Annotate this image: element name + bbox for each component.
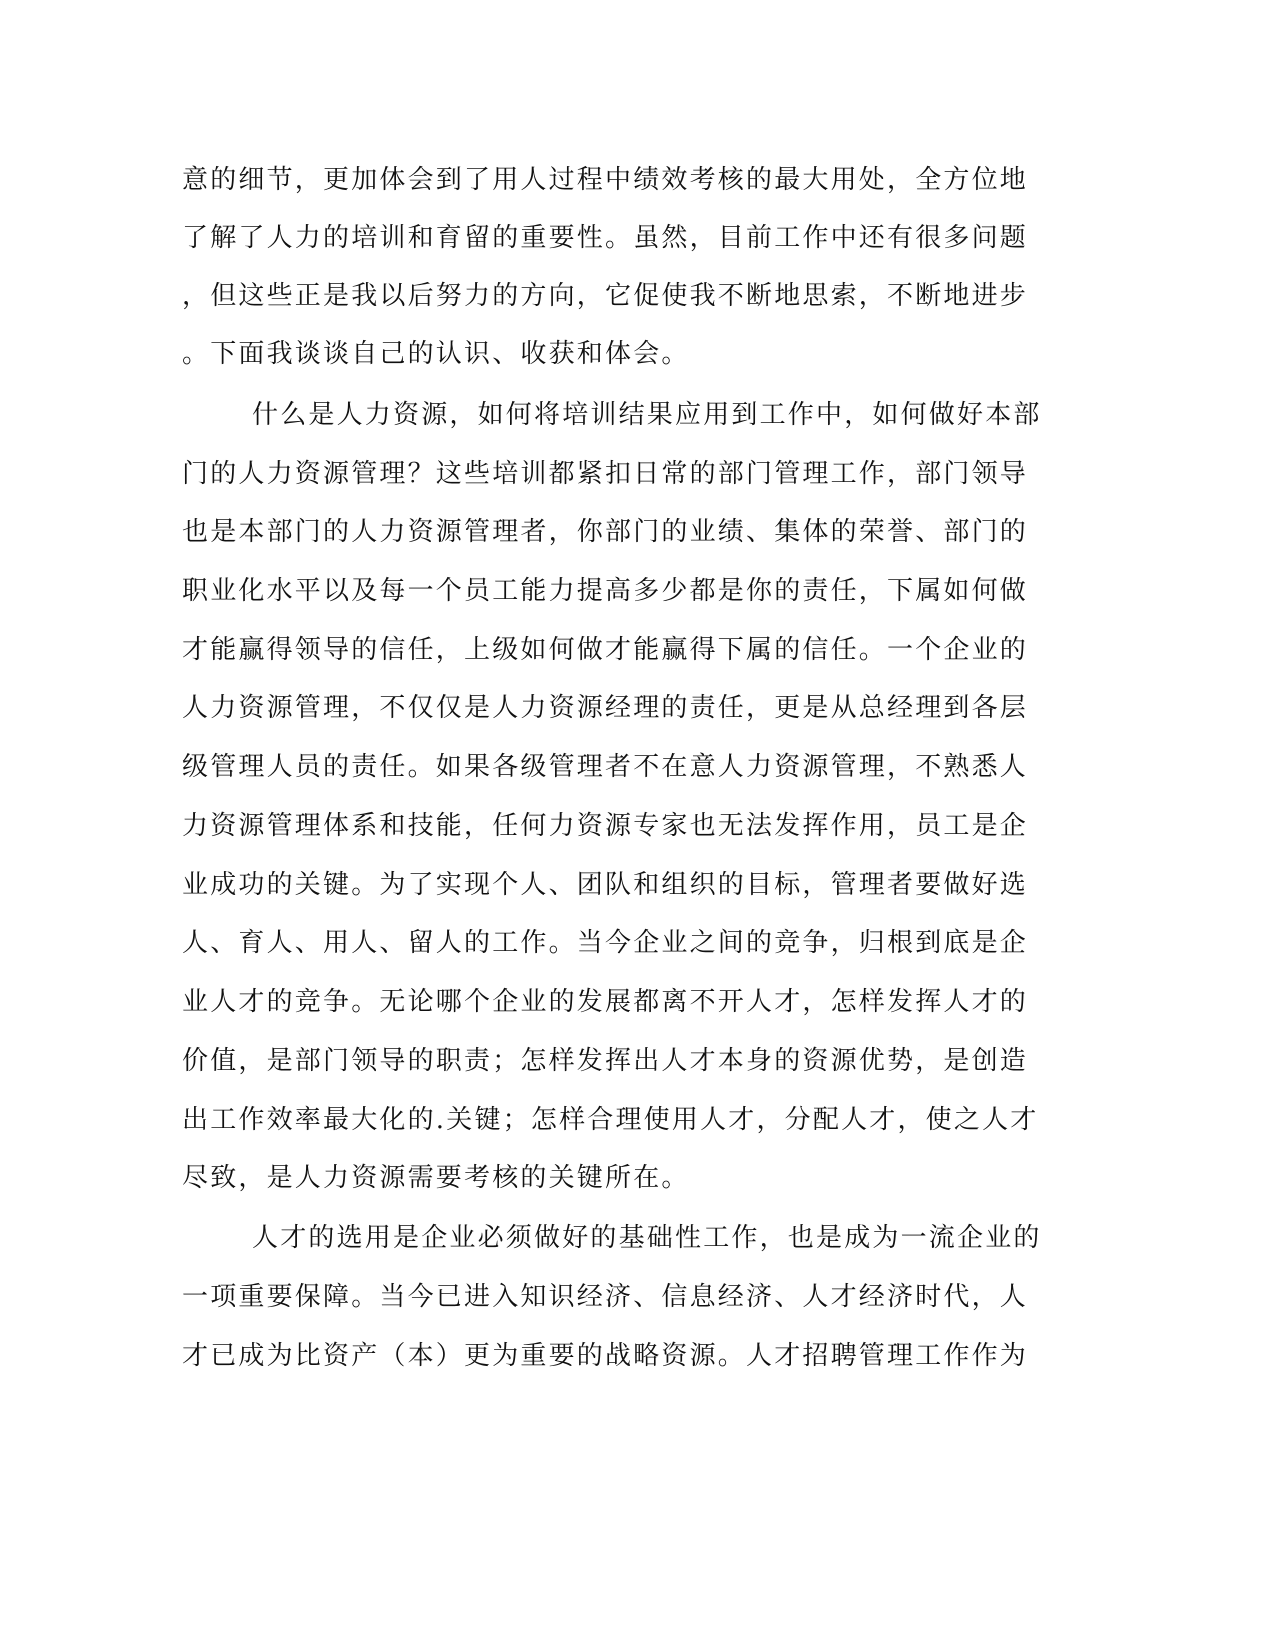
paragraph-1-line-4: 。下面我谈谈自己的认识、收获和体会。	[182, 339, 690, 369]
paragraph-2-line-4: 职业化水平以及每一个员工能力提高多少都是你的责任，下属如何做	[182, 576, 1029, 606]
paragraph-2-line-2: 门的人力资源管理？这些培训都紧扣日常的部门管理工作，部门领导	[182, 459, 1029, 489]
paragraph-2-line-1: 什么是人力资源，如何将培训结果应用到工作中，如何做好本部	[252, 400, 1042, 430]
paragraph-2-line-12: 价值，是部门领导的职责；怎样发挥出人才本身的资源优势，是创造	[182, 1046, 1029, 1076]
paragraph-3-line-2: 一项重要保障。当今已进入知识经济、信息经济、人才经济时代，人	[182, 1282, 1029, 1312]
paragraph-2-line-5: 才能赢得领导的信任，上级如何做才能赢得下属的信任。一个企业的	[182, 635, 1029, 665]
paragraph-2-line-7: 级管理人员的责任。如果各级管理者不在意人力资源管理，不熟悉人	[182, 752, 1029, 782]
paragraph-2-line-8: 力资源管理体系和技能，任何力资源专家也无法发挥作用，员工是企	[182, 811, 1029, 841]
paragraph-2-line-10: 人、育人、用人、留人的工作。当今企业之间的竞争，归根到底是企	[182, 928, 1029, 958]
paragraph-2-line-14: 尽致，是人力资源需要考核的关键所在。	[182, 1163, 690, 1193]
paragraph-1-line-3: ，但这些正是我以后努力的方向，它促使我不断地思索，不断地进步	[182, 281, 1029, 311]
paragraph-3-line-1: 人才的选用是企业必须做好的基础性工作，也是成为一流企业的	[252, 1223, 1042, 1253]
paragraph-1-line-2: 了解了人力的培训和育留的重要性。虽然，目前工作中还有很多问题	[182, 223, 1029, 253]
paragraph-2-line-11: 业人才的竞争。无论哪个企业的发展都离不开人才，怎样发挥人才的	[182, 987, 1029, 1017]
paragraph-1-line-1: 意的细节，更加体会到了用人过程中绩效考核的最大用处，全方位地	[182, 165, 1029, 195]
paragraph-2-line-9: 业成功的关键。为了实现个人、团队和组织的目标，管理者要做好选	[182, 870, 1029, 900]
paragraph-2-line-6: 人力资源管理，不仅仅是人力资源经理的责任，更是从总经理到各层	[182, 693, 1029, 723]
paragraph-3-line-3: 才已成为比资产（本）更为重要的战略资源。人才招聘管理工作作为	[182, 1341, 1029, 1371]
paragraph-2-line-3: 也是本部门的人力资源管理者，你部门的业绩、集体的荣誉、部门的	[182, 517, 1029, 547]
paragraph-2-line-13: 出工作效率最大化的.关键；怎样合理使用人才，分配人才，使之人才	[182, 1105, 1039, 1135]
